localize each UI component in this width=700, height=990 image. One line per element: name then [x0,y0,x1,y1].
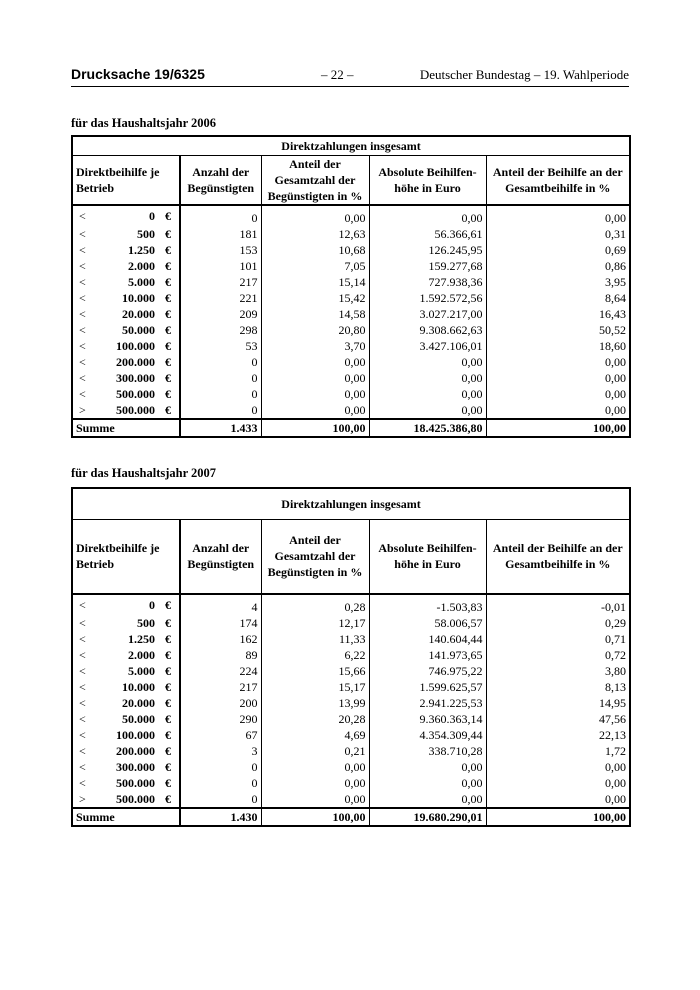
sum-anteil-gesamtzahl: 100,00 [261,808,369,826]
currency-symbol: € [165,259,171,273]
sum-anteil-beihilfe: 100,00 [486,419,630,437]
threshold-amount: 10.000 [122,291,155,305]
cell-absolute-beihilfe: 0,00 [369,386,486,402]
table-row [72,226,630,242]
threshold-amount: 200.000 [116,743,155,758]
cell-anteil-gesamtzahl: 13,99 [261,695,369,711]
sum-label: Summe [72,419,180,437]
table-row [72,242,630,258]
cell-anteil-gesamtzahl: 0,00 [261,386,369,402]
col-header-anteil-beihilfe: Anteil der Beihilfe an der Gesamtbeihilfe in % [486,156,630,206]
cell-anteil-gesamtzahl: 0,00 [261,775,369,791]
currency-symbol: € [165,403,171,417]
col-header-direktbeihilfe: Direktbeihilfe je Betrieb [72,520,180,594]
cell-absolute-beihilfe: 0,00 [369,402,486,419]
cell-absolute-beihilfe: 9.308.662,63 [369,322,486,338]
currency-symbol: € [165,323,171,337]
threshold-cell [72,759,180,775]
cell-anzahl: 224 [180,663,261,679]
cell-anteil-gesamtzahl: 4,69 [261,727,369,743]
threshold-cell [72,663,180,679]
cell-anteil-beihilfe: 0,71 [605,631,627,646]
cell-anteil-beihilfe: 0,00 [605,355,627,369]
cell-anzahl: 217 [180,679,261,695]
threshold-amount: 500 [137,227,155,241]
currency-symbol: € [165,679,171,694]
threshold-cell [72,322,180,338]
cell-anteil-gesamtzahl: 14,58 [261,306,369,322]
cell-anzahl: 221 [180,290,261,306]
col-header-anteil-beihilfe: Anteil der Beihilfe an der Gesamtbeihilfe in % [486,520,630,594]
cell-absolute-beihilfe: 0,00 [369,759,486,775]
threshold-amount: 100.000 [116,727,155,742]
comparison-symbol: > [79,791,86,806]
table-body [72,205,630,437]
table-row [72,743,630,759]
cell-anzahl: 209 [180,306,261,322]
cell-anzahl: 0 [180,205,261,226]
comparison-symbol: < [79,711,86,726]
threshold-cell [72,242,180,258]
cell-anteil-gesamtzahl: 7,05 [261,258,369,274]
cell-anzahl: 4 [180,594,261,615]
table-row [72,594,630,615]
table-row [72,695,630,711]
cell-absolute-beihilfe: 159.277,68 [369,258,486,274]
cell-absolute-beihilfe: 141.973,65 [369,647,486,663]
threshold-amount: 20.000 [122,695,155,710]
currency-symbol: € [165,243,171,257]
currency-symbol: € [165,775,171,790]
threshold-cell [72,205,180,226]
currency-symbol: € [165,387,171,401]
sum-absolute-beihilfe: 19.680.290,01 [369,808,486,826]
cell-anteil-beihilfe: 8,64 [605,291,627,305]
cell-anteil-beihilfe: 3,95 [605,275,627,289]
cell-anteil-gesamtzahl: 15,66 [261,663,369,679]
comparison-symbol: < [79,227,86,241]
currency-symbol: € [165,355,171,369]
cell-absolute-beihilfe: 126.245,95 [369,242,486,258]
threshold-cell [72,370,180,386]
cell-anteil-beihilfe: 22,13 [599,727,627,742]
currency-symbol: € [165,791,171,806]
comparison-symbol: < [79,775,86,790]
table-caption: Direktzahlungen insgesamt [72,136,630,156]
section-title-2007: für das Haushaltsjahr 2007 [71,466,217,480]
section-title-2006: für das Haushaltsjahr 2006 [71,116,217,130]
table-row [72,663,630,679]
threshold-cell [72,386,180,402]
cell-anzahl: 162 [180,631,261,647]
comparison-symbol: < [79,209,86,223]
cell-absolute-beihilfe: 4.354.309,44 [369,727,486,743]
sum-label: Summe [72,808,180,826]
table-row [72,679,630,695]
currency-symbol: € [165,339,171,353]
cell-anzahl: 0 [180,775,261,791]
threshold-cell [72,727,180,743]
threshold-cell [72,290,180,306]
threshold-amount: 2.000 [128,259,155,273]
threshold-amount: 2.000 [128,647,155,662]
sum-anzahl: 1.430 [180,808,261,826]
cell-anteil-beihilfe: 0,31 [605,227,627,241]
table-row [72,615,630,631]
col-header-anteil-gesamtzahl: Anteil der Gesamtzahl der Begünstigten in % [261,156,369,206]
table-row [72,386,630,402]
table-row [72,205,630,226]
cell-anteil-beihilfe: 0,69 [605,243,627,257]
currency-symbol: € [165,597,171,612]
cell-anteil-gesamtzahl: 3,70 [261,338,369,354]
cell-anteil-beihilfe: 0,00 [605,211,627,225]
cell-anzahl: 298 [180,322,261,338]
comparison-symbol: < [79,727,86,742]
comparison-symbol: < [79,631,86,646]
comparison-symbol: < [79,387,86,401]
currency-symbol: € [165,307,171,321]
cell-anzahl: 53 [180,338,261,354]
cell-anteil-beihilfe: 0,29 [605,615,627,630]
cell-anteil-beihilfe: 18,60 [599,339,627,353]
currency-symbol: € [165,727,171,742]
cell-anzahl: 153 [180,242,261,258]
cell-anteil-beihilfe: 50,52 [599,323,627,337]
cell-anteil-gesamtzahl: 10,68 [261,242,369,258]
cell-anzahl: 290 [180,711,261,727]
comparison-symbol: < [79,259,86,273]
cell-anteil-gesamtzahl: 12,63 [261,226,369,242]
threshold-amount: 50.000 [122,711,155,726]
comparison-symbol: < [79,647,86,662]
cell-anzahl: 67 [180,727,261,743]
threshold-amount: 0 [149,209,155,223]
cell-absolute-beihilfe: -1.503,83 [369,594,486,615]
table-2006 [71,135,631,438]
threshold-amount: 200.000 [116,355,155,369]
threshold-amount: 10.000 [122,679,155,694]
currency-symbol: € [165,209,171,223]
threshold-amount: 500.000 [116,403,155,417]
cell-anteil-beihilfe: 0,00 [605,371,627,385]
table-row [72,711,630,727]
cell-absolute-beihilfe: 1.599.625,57 [369,679,486,695]
currency-symbol: € [165,227,171,241]
threshold-amount: 1.250 [128,631,155,646]
table-row [72,775,630,791]
cell-absolute-beihilfe: 0,00 [369,775,486,791]
cell-anteil-gesamtzahl: 15,14 [261,274,369,290]
comparison-symbol: < [79,339,86,353]
threshold-cell [72,791,180,808]
cell-anteil-gesamtzahl: 15,42 [261,290,369,306]
comparison-symbol: < [79,615,86,630]
cell-anteil-gesamtzahl: 0,00 [261,205,369,226]
table-caption: Direktzahlungen insgesamt [72,488,630,520]
comparison-symbol: < [79,597,86,612]
col-header-anzahl: Anzahl der Begünstigten [180,156,261,206]
cell-anteil-beihilfe: 0,00 [605,759,627,774]
threshold-amount: 500.000 [116,387,155,401]
threshold-cell [72,402,180,419]
cell-absolute-beihilfe: 58.006,57 [369,615,486,631]
table-row [72,647,630,663]
doc-label: Drucksache 19/ [71,66,174,82]
threshold-cell [72,775,180,791]
cell-anteil-beihilfe: 0,00 [605,403,627,417]
cell-anzahl: 0 [180,791,261,808]
threshold-cell [72,354,180,370]
cell-anteil-gesamtzahl: 0,00 [261,402,369,419]
threshold-cell [72,615,180,631]
cell-anteil-gesamtzahl: 6,22 [261,647,369,663]
comparison-symbol: < [79,695,86,710]
cell-anteil-gesamtzahl: 15,17 [261,679,369,695]
threshold-amount: 300.000 [116,371,155,385]
table-row [72,290,630,306]
cell-anteil-gesamtzahl: 12,17 [261,615,369,631]
threshold-amount: 500.000 [116,775,155,790]
cell-absolute-beihilfe: 0,00 [369,370,486,386]
cell-anteil-beihilfe: 0,00 [605,387,627,401]
cell-anzahl: 3 [180,743,261,759]
comparison-symbol: < [79,759,86,774]
threshold-cell [72,226,180,242]
comparison-symbol: < [79,323,86,337]
cell-absolute-beihilfe: 338.710,28 [369,743,486,759]
currency-symbol: € [165,291,171,305]
threshold-cell [72,711,180,727]
cell-anteil-beihilfe: 0,72 [605,647,627,662]
table-row [72,354,630,370]
col-header-absolute-beihilfe: Absolute Beihilfen-höhe in Euro [369,520,486,594]
document-id [71,66,205,82]
table-row [72,727,630,743]
threshold-cell [72,258,180,274]
cell-absolute-beihilfe: 0,00 [369,791,486,808]
cell-anteil-gesamtzahl: 20,28 [261,711,369,727]
cell-anteil-gesamtzahl: 20,80 [261,322,369,338]
threshold-amount: 5.000 [128,663,155,678]
table-row [72,370,630,386]
threshold-amount: 300.000 [116,759,155,774]
comparison-symbol: < [79,663,86,678]
cell-anteil-gesamtzahl: 0,28 [261,594,369,615]
threshold-cell [72,274,180,290]
cell-anteil-gesamtzahl: 0,00 [261,354,369,370]
table-row [72,402,630,419]
table-row [72,791,630,808]
cell-absolute-beihilfe: 1.592.572,56 [369,290,486,306]
table-row [72,759,630,775]
comparison-symbol: > [79,403,86,417]
table-row [72,338,630,354]
sum-anzahl: 1.433 [180,419,261,437]
cell-anteil-beihilfe: 0,00 [605,791,627,806]
currency-symbol: € [165,663,171,678]
currency-symbol: € [165,275,171,289]
threshold-amount: 500.000 [116,791,155,806]
doc-number: 6325 [173,66,205,82]
threshold-amount: 100.000 [116,339,155,353]
comparison-symbol: < [79,371,86,385]
page-header [71,66,629,86]
cell-anteil-beihilfe: 47,56 [599,711,627,726]
comparison-symbol: < [79,307,86,321]
comparison-symbol: < [79,355,86,369]
threshold-amount: 1.250 [128,243,155,257]
table-row [72,631,630,647]
cell-anteil-gesamtzahl: 0,00 [261,759,369,775]
cell-absolute-beihilfe: 140.604,44 [369,631,486,647]
cell-anzahl: 0 [180,354,261,370]
page-number: – 22 – [321,67,354,82]
threshold-amount: 50.000 [122,323,155,337]
currency-symbol: € [165,695,171,710]
header-rule [71,86,629,87]
cell-anzahl: 181 [180,226,261,242]
cell-anteil-gesamtzahl: 0,00 [261,791,369,808]
threshold-amount: 5.000 [128,275,155,289]
threshold-cell [72,594,180,615]
threshold-cell [72,338,180,354]
cell-anteil-beihilfe: 3,80 [605,663,627,678]
comparison-symbol: < [79,291,86,305]
currency-symbol: € [165,759,171,774]
table-row [72,306,630,322]
cell-anzahl: 200 [180,695,261,711]
col-header-anteil-gesamtzahl: Anteil der Gesamtzahl der Begünstigten in % [261,520,369,594]
cell-anteil-gesamtzahl: 0,21 [261,743,369,759]
currency-symbol: € [165,615,171,630]
comparison-symbol: < [79,275,86,289]
sum-row [72,808,630,826]
publisher: Deutscher Bundestag – 19. Wahlperiode [419,67,629,82]
cell-anzahl: 0 [180,386,261,402]
cell-anteil-beihilfe: 1,72 [605,743,627,758]
comparison-symbol: < [79,679,86,694]
cell-anzahl: 101 [180,258,261,274]
cell-anteil-beihilfe: 8,13 [605,679,627,694]
cell-absolute-beihilfe: 56.366,61 [369,226,486,242]
currency-symbol: € [165,647,171,662]
cell-anzahl: 217 [180,274,261,290]
cell-absolute-beihilfe: 727.938,36 [369,274,486,290]
table-body [72,594,630,826]
cell-absolute-beihilfe: 746.975,22 [369,663,486,679]
comparison-symbol: < [79,743,86,758]
threshold-amount: 500 [137,615,155,630]
threshold-cell [72,679,180,695]
sum-row [72,419,630,437]
table-row [72,322,630,338]
cell-anteil-beihilfe: 0,86 [605,259,627,273]
sum-anteil-beihilfe: 100,00 [486,808,630,826]
threshold-cell [72,743,180,759]
cell-anzahl: 0 [180,402,261,419]
threshold-cell [72,306,180,322]
cell-absolute-beihilfe: 3.027.217,00 [369,306,486,322]
threshold-cell [72,631,180,647]
cell-anzahl: 0 [180,370,261,386]
cell-absolute-beihilfe: 0,00 [369,354,486,370]
cell-absolute-beihilfe: 9.360.363,14 [369,711,486,727]
cell-absolute-beihilfe: 3.427.106,01 [369,338,486,354]
cell-anteil-beihilfe: 0,00 [605,775,627,790]
sum-absolute-beihilfe: 18.425.386,80 [369,419,486,437]
col-header-absolute-beihilfe: Absolute Beihilfen-höhe in Euro [369,156,486,206]
cell-anzahl: 89 [180,647,261,663]
cell-anteil-beihilfe: 14,95 [599,695,627,710]
cell-anzahl: 174 [180,615,261,631]
col-header-direktbeihilfe: Direktbeihilfe je Betrieb [72,156,180,206]
cell-anteil-beihilfe: 16,43 [599,307,627,321]
comparison-symbol: < [79,243,86,257]
col-header-anzahl: Anzahl der Begünstigten [180,520,261,594]
sum-anteil-gesamtzahl: 100,00 [261,419,369,437]
cell-absolute-beihilfe: 2.941.225,53 [369,695,486,711]
cell-anteil-beihilfe: -0,01 [601,599,627,614]
threshold-cell [72,695,180,711]
threshold-cell [72,647,180,663]
cell-absolute-beihilfe: 0,00 [369,205,486,226]
table-row [72,274,630,290]
cell-anteil-gesamtzahl: 0,00 [261,370,369,386]
currency-symbol: € [165,711,171,726]
threshold-amount: 20.000 [122,307,155,321]
cell-anteil-gesamtzahl: 11,33 [261,631,369,647]
currency-symbol: € [165,631,171,646]
table-row [72,258,630,274]
currency-symbol: € [165,743,171,758]
currency-symbol: € [165,371,171,385]
cell-anzahl: 0 [180,759,261,775]
table-2007 [71,487,631,827]
threshold-amount: 0 [149,597,155,612]
